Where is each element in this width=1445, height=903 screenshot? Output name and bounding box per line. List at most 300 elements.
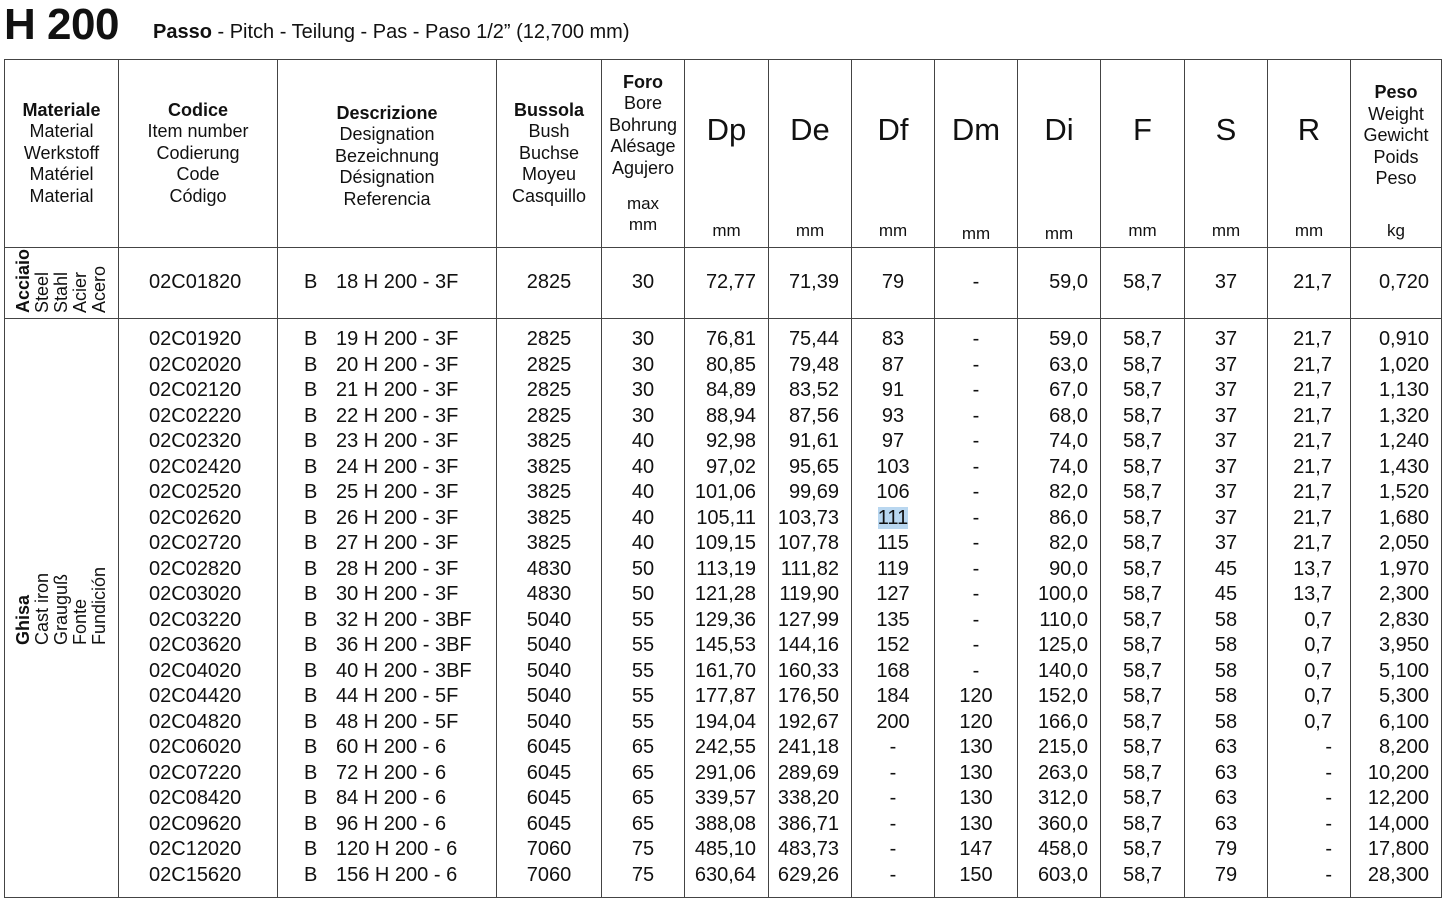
description-cell	[278, 633, 496, 659]
df-cell	[852, 404, 934, 430]
bore-cell-value: 75	[631, 838, 655, 861]
weight-cell-value: 1,240	[1378, 430, 1429, 453]
dp-cell	[685, 633, 768, 659]
s-cell-value: 37	[1214, 532, 1238, 555]
header-f: F mm	[1101, 60, 1185, 248]
r-cell	[1268, 429, 1350, 455]
s-cell-value: 37	[1214, 506, 1238, 529]
di-cell	[1018, 506, 1100, 532]
weight-cell-value: 5,100	[1378, 659, 1429, 682]
df-cell-value: -	[889, 838, 897, 861]
dm-cell-value: -	[972, 481, 980, 504]
di-cell-value: 312,0	[1037, 787, 1088, 810]
weight-cell	[1351, 429, 1441, 455]
r-cell	[1268, 506, 1350, 532]
df-cell-value: 79	[881, 271, 905, 294]
weight-cell	[1351, 353, 1441, 379]
code-cell-value: 02C02220	[149, 404, 242, 427]
di-cell	[1018, 608, 1100, 634]
column-bore	[602, 248, 685, 319]
di-cell	[1018, 480, 1100, 506]
dm-cell	[935, 480, 1017, 506]
material-label: Fonte	[70, 598, 90, 645]
de-cell-value: 75,44	[788, 328, 839, 351]
description-cell	[278, 327, 496, 353]
bush-cell	[497, 684, 601, 710]
df-cell-value: 115	[877, 532, 909, 555]
s-cell	[1185, 812, 1267, 838]
f-cell	[1101, 684, 1184, 710]
desc-prefix: B	[304, 481, 318, 504]
bore-cell-value: 65	[631, 812, 655, 835]
r-cell	[1268, 270, 1350, 296]
r-cell-value: 21,7	[1293, 506, 1332, 529]
description-cell	[278, 353, 496, 379]
bore-cell	[602, 710, 684, 736]
df-cell	[852, 863, 934, 889]
column-r	[1268, 248, 1351, 319]
dp-cell	[685, 429, 768, 455]
bush-cell	[497, 480, 601, 506]
material-label: Ghisa	[13, 594, 33, 645]
df-cell-value: 103	[876, 455, 910, 478]
dm-cell	[935, 837, 1017, 863]
code-cell-value: 02C04020	[149, 659, 242, 682]
r-cell	[1268, 582, 1350, 608]
r-cell-value: -	[1325, 736, 1332, 759]
column-dp	[685, 248, 769, 319]
dp-cell	[685, 684, 768, 710]
de-cell	[769, 837, 851, 863]
bush-cell-value: 4830	[526, 583, 572, 606]
table-row-group	[5, 319, 1442, 898]
code-cell	[119, 812, 277, 838]
description-cell	[278, 270, 496, 296]
dp-cell-value: 630,64	[694, 863, 756, 886]
dm-cell	[935, 506, 1017, 532]
s-cell	[1185, 429, 1267, 455]
dp-cell-value: 161,70	[694, 659, 756, 682]
s-cell-value: 63	[1214, 787, 1238, 810]
header-de: De mm	[769, 60, 852, 248]
f-cell-value: 58,7	[1123, 583, 1162, 606]
df-cell-value: 135	[876, 608, 910, 631]
weight-cell-value: 12,200	[1367, 787, 1429, 810]
material-label: Fundición	[89, 566, 109, 645]
desc-text: 20 H 200 - 3F	[336, 353, 459, 376]
code-cell	[119, 786, 277, 812]
desc-prefix: B	[304, 608, 318, 631]
de-cell	[769, 608, 851, 634]
material-label: Acier	[70, 271, 90, 313]
weight-cell	[1351, 735, 1441, 761]
bush-cell	[497, 710, 601, 736]
dp-cell	[685, 710, 768, 736]
weight-cell	[1351, 837, 1441, 863]
df-cell-value: -	[889, 863, 897, 886]
code-cell	[119, 455, 277, 481]
r-cell-value: -	[1325, 863, 1332, 886]
code-cell	[119, 557, 277, 583]
r-cell	[1268, 404, 1350, 430]
di-cell-value: 59,0	[1049, 271, 1088, 294]
desc-prefix: B	[304, 736, 318, 759]
de-cell-value: 338,20	[777, 787, 839, 810]
column-desc	[278, 319, 497, 898]
description-cell	[278, 863, 496, 889]
weight-cell-value: 2,300	[1378, 583, 1429, 606]
bore-cell	[602, 378, 684, 404]
dm-cell-value: 130	[959, 736, 993, 759]
dp-cell	[685, 761, 768, 787]
r-cell-value: 0,7	[1304, 608, 1332, 631]
bore-cell-value: 40	[631, 481, 655, 504]
dm-cell-value: -	[972, 634, 980, 657]
steel-group	[5, 248, 1442, 319]
description-cell	[278, 812, 496, 838]
r-cell	[1268, 633, 1350, 659]
subtitle-rest: - Pitch - Teilung - Pas - Paso 1/2” (12,700 mm)	[211, 21, 630, 43]
s-cell-value: 58	[1214, 685, 1238, 708]
s-cell-value: 79	[1214, 863, 1238, 886]
s-cell-value: 63	[1214, 812, 1238, 835]
bush-cell-value: 5040	[526, 634, 572, 657]
desc-prefix: B	[304, 787, 318, 810]
column-s	[1185, 319, 1268, 898]
dp-cell	[685, 582, 768, 608]
code-cell-value: 02C02520	[149, 481, 242, 504]
dp-cell-value: 109,15	[694, 532, 756, 555]
s-cell	[1185, 404, 1267, 430]
bore-cell	[602, 582, 684, 608]
bore-cell	[602, 837, 684, 863]
r-cell-value: -	[1325, 761, 1332, 784]
code-cell-value: 02C02420	[149, 455, 242, 478]
bush-cell-value: 7060	[526, 863, 572, 886]
de-cell-value: 386,71	[777, 812, 839, 835]
material-steel	[5, 248, 119, 319]
code-cell	[119, 608, 277, 634]
material-label: Cast iron	[32, 572, 52, 645]
code-cell-value: 02C02120	[149, 379, 242, 402]
df-cell	[852, 270, 934, 296]
bush-cell	[497, 761, 601, 787]
dp-cell	[685, 837, 768, 863]
code-cell	[119, 404, 277, 430]
bore-cell-value: 55	[631, 685, 655, 708]
s-cell-value: 37	[1214, 481, 1238, 504]
bush-cell-value: 2825	[526, 271, 572, 294]
dm-cell-value: -	[972, 430, 980, 453]
s-cell	[1185, 506, 1267, 532]
bore-cell-value: 50	[631, 557, 655, 580]
f-cell-value: 58,7	[1123, 710, 1162, 733]
desc-prefix: B	[304, 353, 318, 376]
f-cell	[1101, 480, 1184, 506]
di-cell-value: 74,0	[1049, 430, 1088, 453]
s-cell	[1185, 863, 1267, 889]
dp-cell	[685, 506, 768, 532]
bush-cell	[497, 659, 601, 685]
dp-cell-value: 129,36	[694, 608, 756, 631]
di-cell	[1018, 557, 1100, 583]
di-cell-value: 100,0	[1037, 583, 1088, 606]
dm-cell	[935, 455, 1017, 481]
f-cell	[1101, 761, 1184, 787]
de-cell-value: 241,18	[777, 736, 839, 759]
de-cell-value: 160,33	[777, 659, 839, 682]
weight-cell	[1351, 863, 1441, 889]
dm-cell	[935, 582, 1017, 608]
description-cell	[278, 455, 496, 481]
de-cell	[769, 506, 851, 532]
s-cell	[1185, 684, 1267, 710]
weight-cell	[1351, 455, 1441, 481]
dm-cell	[935, 404, 1017, 430]
di-cell	[1018, 353, 1100, 379]
dm-cell-value: -	[972, 328, 980, 351]
column-f	[1101, 319, 1185, 898]
df-cell-value: 127	[876, 583, 910, 606]
df-cell	[852, 837, 934, 863]
bore-cell-value: 55	[631, 710, 655, 733]
df-cell-value: -	[889, 787, 897, 810]
di-cell	[1018, 633, 1100, 659]
bush-cell	[497, 582, 601, 608]
f-cell-value: 58,7	[1123, 271, 1162, 294]
de-cell-value: 111,82	[780, 557, 839, 580]
de-cell	[769, 582, 851, 608]
dp-cell-value: 339,57	[694, 787, 756, 810]
desc-prefix: B	[304, 838, 318, 861]
weight-cell-value: 1,680	[1378, 506, 1429, 529]
r-cell-value: 0,7	[1304, 634, 1332, 657]
s-cell	[1185, 608, 1267, 634]
dm-cell-value: 130	[959, 812, 993, 835]
dm-cell	[935, 863, 1017, 889]
desc-prefix: B	[304, 634, 318, 657]
df-cell-value: 111	[877, 506, 909, 529]
dp-cell	[685, 404, 768, 430]
code-cell	[119, 506, 277, 532]
r-cell	[1268, 455, 1350, 481]
r-cell-value: 21,7	[1293, 328, 1332, 351]
dp-cell	[685, 863, 768, 889]
di-cell-value: 166,0	[1037, 710, 1088, 733]
f-cell	[1101, 531, 1184, 557]
dm-cell-value: -	[972, 379, 980, 402]
di-cell	[1018, 786, 1100, 812]
f-cell-value: 58,7	[1123, 353, 1162, 376]
f-cell	[1101, 837, 1184, 863]
dm-cell	[935, 378, 1017, 404]
s-cell	[1185, 761, 1267, 787]
bush-cell-value: 5040	[526, 710, 572, 733]
dp-cell	[685, 531, 768, 557]
column-code	[119, 248, 278, 319]
f-cell-value: 58,7	[1123, 634, 1162, 657]
bush-cell	[497, 455, 601, 481]
df-cell-value: 152	[876, 634, 910, 657]
s-cell	[1185, 659, 1267, 685]
weight-cell	[1351, 404, 1441, 430]
s-cell	[1185, 837, 1267, 863]
code-cell-value: 02C04420	[149, 685, 242, 708]
r-cell-value: 0,7	[1304, 710, 1332, 733]
di-cell	[1018, 863, 1100, 889]
df-cell	[852, 455, 934, 481]
code-cell-value: 02C01820	[149, 271, 242, 294]
s-cell-value: 37	[1214, 271, 1238, 294]
dp-cell-value: 485,10	[694, 838, 756, 861]
desc-text: 22 H 200 - 3F	[336, 404, 459, 427]
dp-cell	[685, 353, 768, 379]
bore-cell-value: 55	[631, 608, 655, 631]
weight-cell	[1351, 633, 1441, 659]
r-cell-value: 21,7	[1293, 481, 1332, 504]
bore-cell	[602, 812, 684, 838]
de-cell	[769, 659, 851, 685]
s-cell-value: 37	[1214, 328, 1238, 351]
f-cell-value: 58,7	[1123, 787, 1162, 810]
code-cell-value: 02C02720	[149, 532, 242, 555]
r-cell-value: 13,7	[1293, 583, 1332, 606]
df-cell-value: 184	[876, 685, 910, 708]
bore-cell-value: 75	[631, 863, 655, 886]
df-cell	[852, 327, 934, 353]
s-cell-value: 58	[1214, 608, 1238, 631]
df-cell	[852, 557, 934, 583]
f-cell	[1101, 327, 1184, 353]
header-peso: Peso Weight Gewicht Poids Peso kg	[1351, 60, 1442, 248]
s-cell-value: 63	[1214, 761, 1238, 784]
s-cell-value: 63	[1214, 736, 1238, 759]
material-iron	[5, 319, 119, 898]
df-cell-value: -	[889, 812, 897, 835]
column-s	[1185, 248, 1268, 319]
page-title: H 200	[4, 0, 119, 49]
bore-cell	[602, 270, 684, 296]
weight-cell-value: 5,300	[1378, 685, 1429, 708]
description-cell	[278, 786, 496, 812]
de-cell	[769, 557, 851, 583]
dm-cell	[935, 608, 1017, 634]
s-cell	[1185, 735, 1267, 761]
di-cell-value: 140,0	[1037, 659, 1088, 682]
de-cell	[769, 863, 851, 889]
desc-text: 84 H 200 - 6	[336, 787, 447, 810]
weight-cell	[1351, 506, 1441, 532]
de-cell-value: 103,73	[777, 506, 839, 529]
description-cell	[278, 557, 496, 583]
code-cell	[119, 659, 277, 685]
dp-cell	[685, 480, 768, 506]
weight-cell	[1351, 761, 1441, 787]
bore-cell-value: 30	[631, 271, 655, 294]
de-cell-value: 99,69	[788, 481, 839, 504]
dp-cell	[685, 327, 768, 353]
weight-cell-value: 0,910	[1378, 328, 1429, 351]
f-cell	[1101, 378, 1184, 404]
bush-cell	[497, 837, 601, 863]
desc-text: 26 H 200 - 3F	[336, 506, 459, 529]
bush-cell	[497, 863, 601, 889]
header-bussola: Bussola Bush Buchse Moyeu Casquillo	[497, 60, 602, 248]
material-label: Acero	[89, 265, 109, 313]
desc-prefix: B	[304, 430, 318, 453]
di-cell-value: 110,0	[1039, 608, 1088, 631]
column-code	[119, 319, 278, 898]
column-di	[1018, 319, 1101, 898]
bush-cell-value: 3825	[526, 506, 572, 529]
s-cell	[1185, 633, 1267, 659]
df-cell	[852, 531, 934, 557]
df-cell-value: 93	[881, 404, 905, 427]
bore-cell	[602, 327, 684, 353]
dm-cell	[935, 659, 1017, 685]
dp-cell-value: 97,02	[705, 455, 756, 478]
desc-text: 25 H 200 - 3F	[336, 481, 459, 504]
di-cell	[1018, 429, 1100, 455]
bush-cell	[497, 633, 601, 659]
desc-text: 19 H 200 - 3F	[336, 328, 459, 351]
weight-cell	[1351, 582, 1441, 608]
dm-cell-value: -	[972, 532, 980, 555]
code-cell-value: 02C04820	[149, 710, 242, 733]
dm-cell-value: 130	[959, 761, 993, 784]
description-cell	[278, 837, 496, 863]
spec-table	[4, 59, 1442, 898]
desc-prefix: B	[304, 271, 318, 294]
bush-cell-value: 2825	[526, 379, 572, 402]
di-cell-value: 68,0	[1049, 404, 1088, 427]
dp-cell	[685, 455, 768, 481]
r-cell	[1268, 761, 1350, 787]
dp-cell-value: 84,89	[705, 379, 756, 402]
f-cell-value: 58,7	[1123, 379, 1162, 402]
r-cell	[1268, 353, 1350, 379]
column-r	[1268, 319, 1351, 898]
di-cell-value: 360,0	[1037, 812, 1088, 835]
code-cell-value: 02C09620	[149, 812, 242, 835]
bore-cell	[602, 506, 684, 532]
dm-cell	[935, 812, 1017, 838]
s-cell	[1185, 786, 1267, 812]
dp-cell	[685, 557, 768, 583]
de-cell-value: 144,16	[777, 634, 839, 657]
r-cell	[1268, 378, 1350, 404]
description-cell	[278, 531, 496, 557]
bush-cell-value: 2825	[526, 328, 572, 351]
f-cell-value: 58,7	[1123, 328, 1162, 351]
bush-cell	[497, 429, 601, 455]
s-cell-value: 58	[1214, 659, 1238, 682]
s-cell	[1185, 480, 1267, 506]
code-cell-value: 02C12020	[149, 838, 242, 861]
desc-prefix: B	[304, 506, 318, 529]
desc-prefix: B	[304, 812, 318, 835]
bush-cell	[497, 531, 601, 557]
weight-cell	[1351, 327, 1441, 353]
desc-prefix: B	[304, 557, 318, 580]
df-cell	[852, 633, 934, 659]
s-cell	[1185, 582, 1267, 608]
de-cell-value: 289,69	[777, 761, 839, 784]
di-cell-value: 215,0	[1037, 736, 1088, 759]
r-cell	[1268, 863, 1350, 889]
di-cell	[1018, 710, 1100, 736]
r-cell	[1268, 710, 1350, 736]
